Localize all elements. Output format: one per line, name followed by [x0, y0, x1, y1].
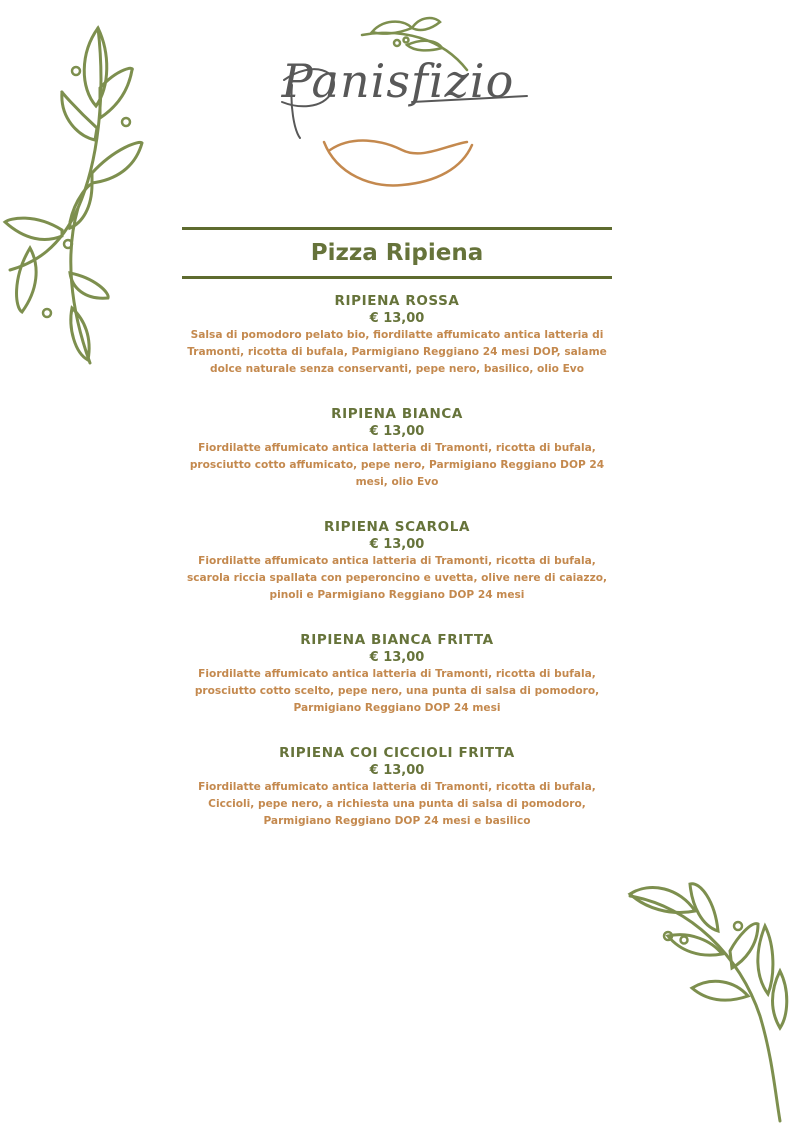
- menu-item: [182, 293, 612, 378]
- brand-logo: [262, 10, 534, 190]
- menu-item-description: Salsa di pomodoro pelato bio, fiordilatte affumicato antica latteria di Tramonti, ricotta di bufala, Parmigiano Reggiano 24 mesi DOP, salame dolce naturale senza conservanti, pepe nero, basilico, olio Evo: [187, 329, 607, 375]
- menu-item-price: € 13,00: [369, 763, 425, 778]
- menu-item-name: RIPIENA ROSSA: [334, 293, 460, 309]
- menu-item-price: € 13,00: [369, 650, 425, 665]
- menu-item: [182, 519, 612, 604]
- menu-item-price: € 13,00: [369, 537, 425, 552]
- menu-item: [182, 745, 612, 830]
- menu-item-name: RIPIENA SCAROLA: [323, 519, 470, 535]
- menu-item-description: Fiordilatte affumicato antica latteria di Tramonti, ricotta di bufala, scarola riccia spallata con peperoncino e uvetta, olive nere di caiazzo, pinoli e Parmigiano Reggiano DOP 24 mesi: [186, 555, 608, 601]
- menu-list: [182, 293, 612, 858]
- menu-item-description: Fiordilatte affumicato antica latteria di Tramonti, ricotta di bufala, prosciutto cotto scelto, pepe nero, una punta di salsa di pomodoro, Parmigiano Reggiano DOP 24 mesi: [194, 668, 600, 714]
- menu-item-name: RIPIENA COI CICCIOLI FRITTA: [279, 745, 515, 761]
- menu-item-name: RIPIENA BIANCA FRITTA: [300, 632, 494, 648]
- menu-item-price: € 13,00: [369, 424, 425, 439]
- title-top-rule: [182, 227, 612, 230]
- menu-item-description: Fiordilatte affumicato antica latteria di Tramonti, ricotta di bufala, Ciccioli, pepe nero, a richiesta una punta di salsa di pomodoro, Parmigiano Reggiano DOP 24 mesi e basilico: [198, 781, 596, 827]
- menu-item-description: Fiordilatte affumicato antica latteria di Tramonti, ricotta di bufala, prosciutto cotto affumicato, pepe nero, Parmigiano Reggiano DOP 24 mesi, olio Evo: [189, 442, 605, 488]
- brand-wordmark: Panisfizio: [281, 54, 515, 108]
- menu-item-name: RIPIENA BIANCA: [331, 406, 463, 422]
- section-title: Pizza Ripiena: [310, 240, 484, 266]
- olive-branch-top-left-icon: [0, 8, 150, 368]
- menu-item: [182, 632, 612, 717]
- title-bottom-rule: [182, 276, 612, 279]
- menu-item: [182, 406, 612, 491]
- olive-branch-bottom-right-icon: [620, 876, 794, 1123]
- menu-item-price: € 13,00: [369, 311, 425, 326]
